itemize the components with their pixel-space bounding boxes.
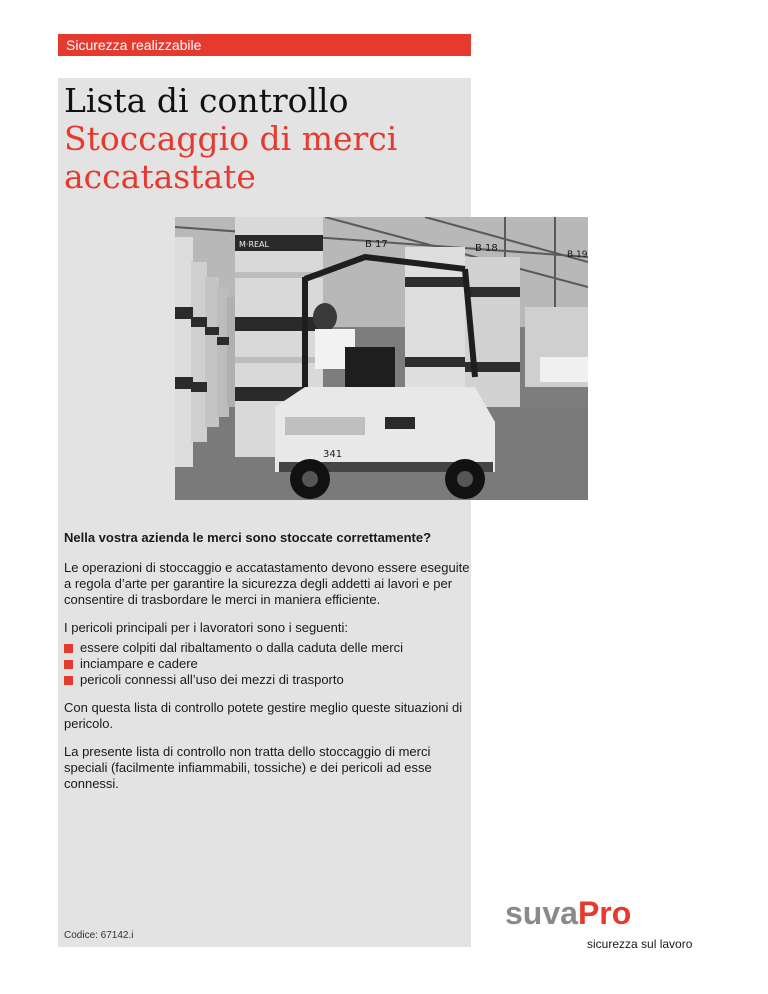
hazards-intro: I pericoli principali per i lavoratori sono i seguenti: xyxy=(64,620,348,635)
tagline-bar: Sicurezza realizzabile xyxy=(58,34,471,56)
list-item: inciampare e cadere xyxy=(64,656,474,672)
gray-panel xyxy=(58,78,471,947)
bullet-square-icon xyxy=(64,644,73,653)
title-subject-line-2: accatastate xyxy=(64,157,256,196)
paragraph-checklist-purpose: Con questa lista di controllo potete gestire meglio queste situazioni di pericolo. xyxy=(64,700,463,731)
logo-caption: sicurezza sul lavoro xyxy=(587,937,693,951)
paragraph-intro: Le operazioni di stoccaggio e accatastamento devono essere eseguite a regola d’arte per garantire la sicurezza degli addetti ai lavori e per consentire di trasbordare le merci in maniera efficiente. xyxy=(64,560,470,607)
lead-question: Nella vostra azienda le merci sono stoccate correttamente? xyxy=(64,530,432,545)
hazards-list xyxy=(64,640,474,688)
logo-wordmark: suvaPro xyxy=(505,895,632,931)
forklift-number: 341 xyxy=(323,449,343,460)
document-title xyxy=(64,82,464,196)
bullet-square-icon xyxy=(64,676,73,685)
suvapro-logo xyxy=(505,895,705,955)
paragraph-scope-note: La presente lista di controllo non tratta dello stoccaggio di merci speciali (facilmente infiammabili, tossiche) e dei pericoli ad esse connessi. xyxy=(64,744,432,791)
roll-brand-label: M·REAL xyxy=(239,240,269,249)
title-subject-line-1: Stoccaggio di merci xyxy=(64,119,398,158)
bullet-square-icon xyxy=(64,660,73,669)
warehouse-forklift-photo xyxy=(175,217,588,500)
bay-label-b17: B 17 xyxy=(365,239,388,250)
bay-label-b19: B 19 xyxy=(567,250,588,260)
body-content xyxy=(64,530,474,804)
bay-label-b18: B 18 xyxy=(475,243,498,254)
list-item: pericoli connessi all’uso dei mezzi di trasporto xyxy=(64,672,474,688)
list-item: essere colpiti dal ribaltamento o dalla caduta delle merci xyxy=(64,640,474,656)
title-main: Lista di controllo xyxy=(64,81,349,120)
document-code: Codice: 67142.i xyxy=(64,930,134,941)
